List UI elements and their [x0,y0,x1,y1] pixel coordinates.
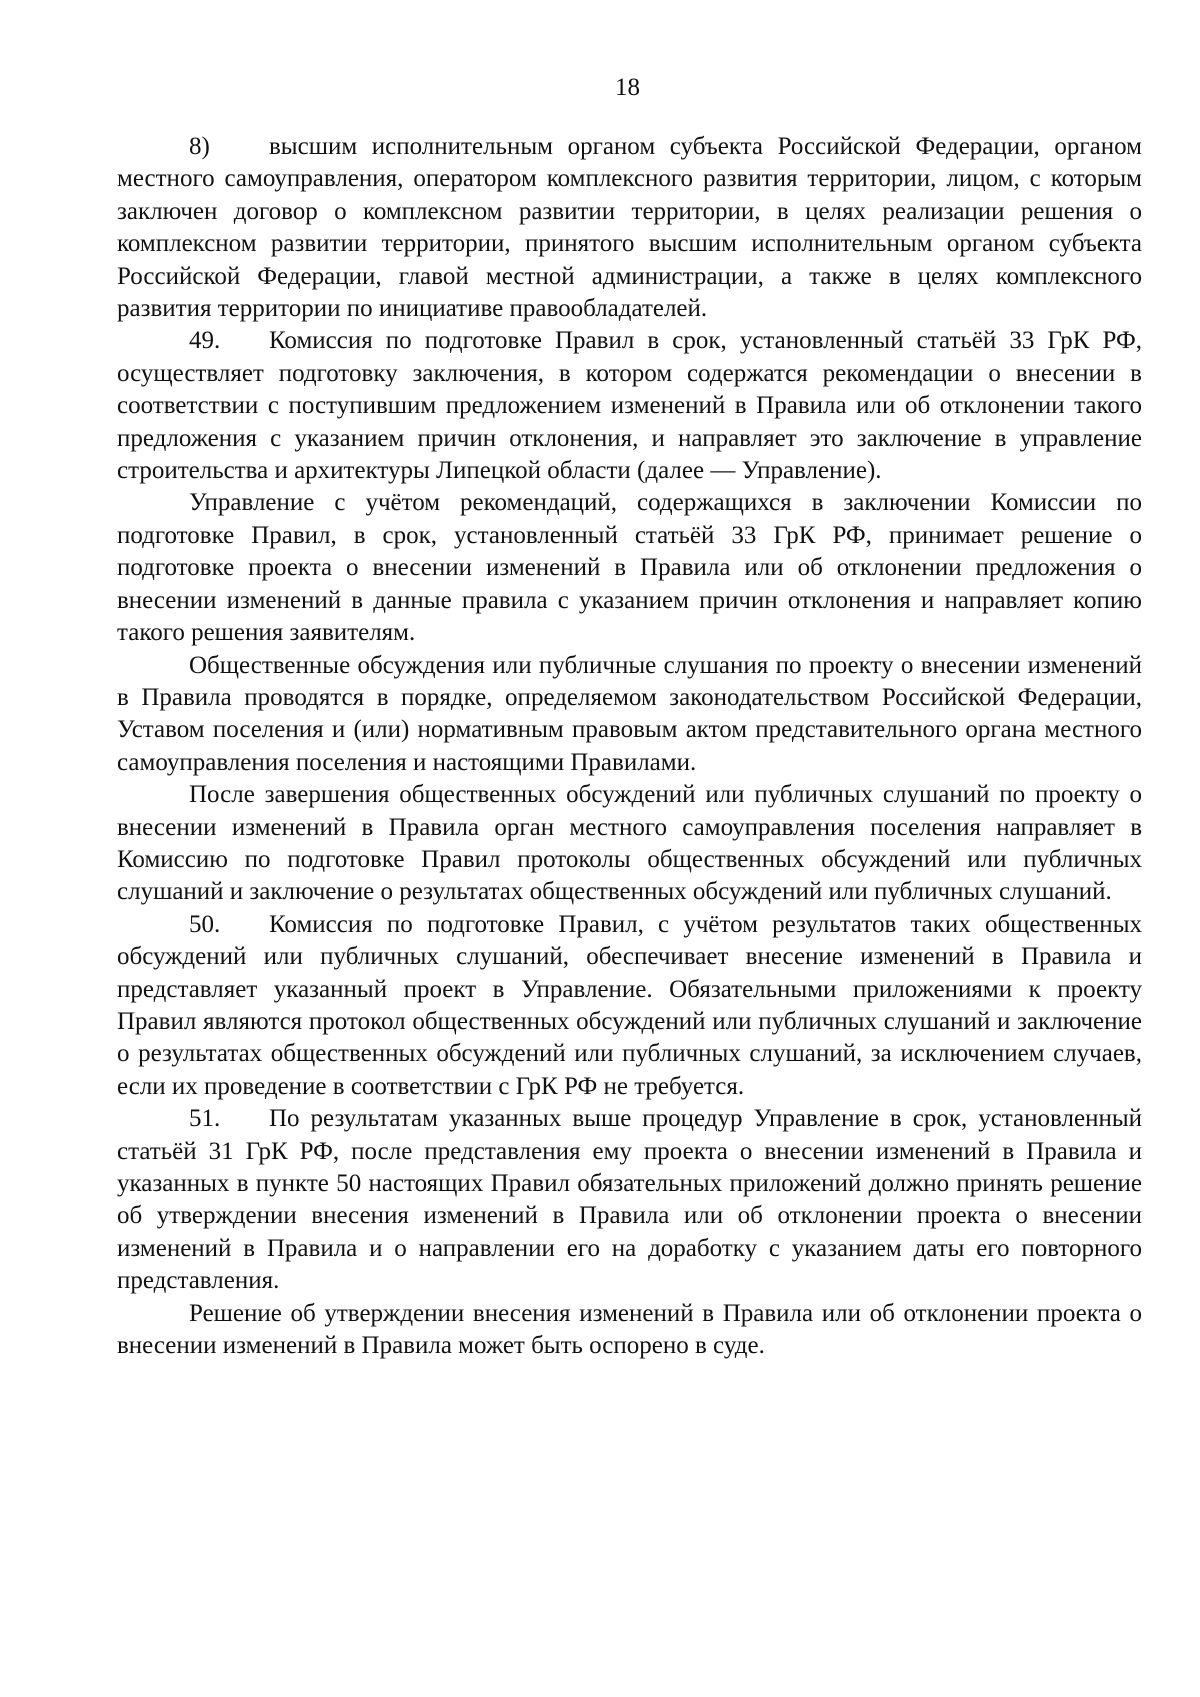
paragraph-text: После завершения общественных обсуждений или публичных слушаний по проекту о внесении изменений в Правила орган местного самоуправления поселения направляет в Комиссию по подготовке Правил протоколы общественных обсуждений или публичных слушаний и заключение о результатах общественных обсуждений или публичных слушаний. [117,781,1142,906]
paragraph-text: высшим исполнительным органом субъекта Российской Федерации, органом местного самоуправления, оператором комплексного развития территории, лицом, с которым заключен договор о комплексном развитии территории, в целях реализации решения о комплексном развитии территории, принятого высшим исполнительным органом субъекта Российской Федерации, главой местной администрации, а также в целях комплексного развития территории по инициативе правообладателей. [117,133,1142,323]
paragraph-51 [117,1103,1142,1297]
paragraph-text: По результатам указанных выше процедур Управление в срок, установленный статьёй 31 ГрК РФ, после представления ему проекта о внесении изменений в Правила и указанных в пункте 50 настоящих Правил обязательных приложений должно принять решение об утверждении внесения изменений в Правила или об отклонении проекта о внесении изменений в Правила и о направлении его на доработку с указанием даты его повторного представления. [117,1105,1142,1295]
paragraph-number: 49. [189,327,221,355]
paragraph-number: 51. [189,1105,221,1133]
paragraph-number: 50. [189,910,221,938]
paragraph-text: Комиссия по подготовке Правил, с учётом результатов таких общественных обсуждений или публичных слушаний, обеспечивает внесение изменений в Правила и представляет указанный проект в Управление. Обязательными приложениями к проекту Правил являются протокол общественных обсуждений или публичных слушаний и заключение о результатах общественных обсуждений или публичных слушаний, за исключением случаев, если их проведение в соответствии с ГрК РФ не требуется. [117,910,1142,1100]
paragraph-text: Общественные обсуждения или публичные слушания по проекту о внесении изменений в Правила проводятся в порядке, определяемом законодательством Российской Федерации, Уставом поселения и (или) нормативным правовым актом представительного органа местного самоуправления поселения и настоящими Правилами. [117,651,1142,776]
paragraph-51-appeal [117,1298,1142,1363]
page-number: 18 [615,74,640,101]
paragraph-49-hearing-results [117,779,1142,909]
paragraph-item-8 [117,131,1142,325]
paragraph-text: Управление с учётом рекомендаций, содержащихся в заключении Комиссии по подготовке Правил, в срок, установленный статьёй 33 ГрК РФ, принимает решение о подготовке проекта о внесении изменений в Правила или об отклонении предложения о внесении изменений в данные правила с указанием причин отклонения и направляет копию такого решения заявителям. [117,489,1142,647]
paragraph-50 [117,909,1142,1103]
paragraph-text: Решение об утверждении внесения изменений в Правила или об отклонении проекта о внесении изменений в Правила может быть оспорено в суде. [117,1299,1142,1360]
document-body [117,131,1142,1362]
paragraph-text: Комиссия по подготовке Правил в срок, установленный статьёй 33 ГрК РФ, осуществляет подготовку заключения, в котором содержатся рекомендации о внесении в соответствии с поступившим предложением изменений в Правила или об отклонении такого предложения с указанием причин отклонения, и направляет это заключение в управление строительства и архитектуры Липецкой области (далее — Управление). [117,327,1142,485]
paragraph-number: 8) [189,133,210,160]
paragraph-49 [117,325,1142,487]
paragraph-49-management-decision [117,487,1142,649]
paragraph-49-public-hearings [117,650,1142,780]
